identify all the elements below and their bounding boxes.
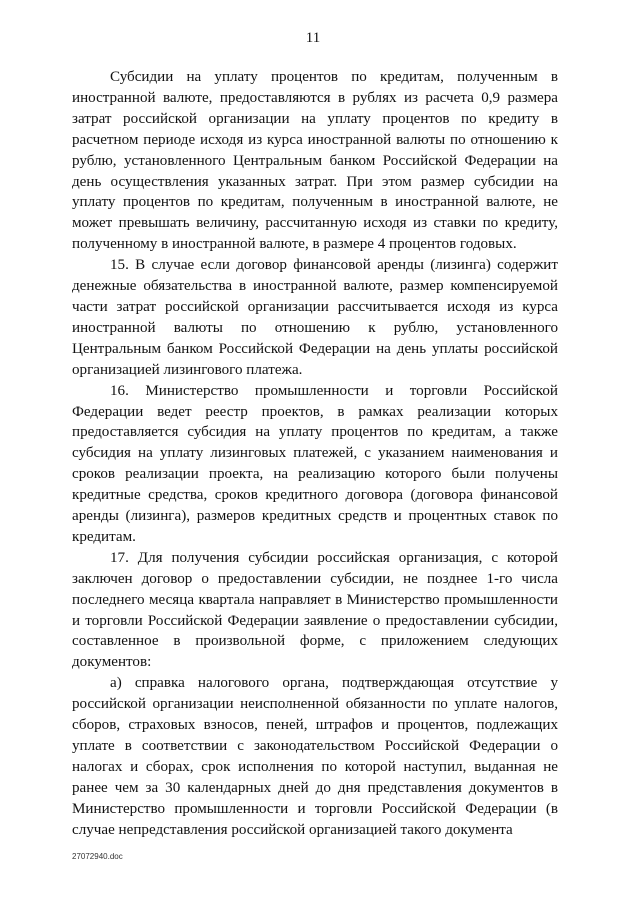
paragraph-item-17: 17. Для получения субсидии российская организация, с которой заключен договор о предоставлении субсидии, не позднее 1-го числа последнего месяца квартала направляет в Министерство промышленности и торговли Российской Федерации заявление о предоставлении субсидии, составленное в произвольной форме, с приложением следующих документов: bbox=[72, 549, 558, 671]
file-name-footer: 27072940.doc bbox=[72, 852, 123, 861]
document-body bbox=[72, 67, 558, 841]
paragraph-item-15: 15. В случае если договор финансовой аренды (лизинга) содержит денежные обязательства в иностранной валюте, размер компенсируемой части затрат российской организации рассчитывается исходя из курса иностранной валюты по отношению к рублю, установленного Центральным банком Российской Федерации на день уплаты российской организацией лизингового платежа. bbox=[72, 257, 558, 378]
paragraph-item-17a: а) справка налогового органа, подтверждающая отсутствие у российской организации неисполненной обязанности по уплате налогов, сборов, страховых взносов, пеней, штрафов и процентов, подлежащих уплате в соответствии с законодательством Российской Федерации о налогах и сборах, срок исполнения по которой наступил, выданная не ранее чем за 30 календарных дней до дня представления документов в Министерство промышленности и торговли Российской Федерации (в случае непредставления российской организацией такого документа bbox=[72, 675, 558, 838]
paragraph-item-16: 16. Министерство промышленности и торговли Российской Федерации ведет реестр проектов, в рамках реализации которых предоставляется субсидия на уплату процентов по кредитам, а также субсидия на уплату лизинговых платежей, с указанием наименования и сроков реализации проекта, на реализацию которого были получены кредитные средства, сроков кредитного договора (договора финансовой аренды (лизинга), размеров кредитных средств и процентных ставок по кредитам. bbox=[72, 382, 558, 545]
paragraph-foreign-currency-subsidy: Субсидии на уплату процентов по кредитам, полученным в иностранной валюте, предоставляются в рублях из расчета 0,9 размера затрат российской организации на уплату процентов по кредиту в расчетном периоде исходя из курса иностранной валюты по отношению к рублю, установленного Центральным банком Российской Федерации на день осуществления указанных затрат. При этом размер субсидии на уплату процентов по кредитам, полученным в иностранной валюте, не может превышать величину, рассчитанную исходя из ставки по кредиту, полученному в иностранной валюте, в размере 4 процентов годовых. bbox=[72, 69, 558, 253]
page-number: 11 bbox=[305, 30, 321, 46]
